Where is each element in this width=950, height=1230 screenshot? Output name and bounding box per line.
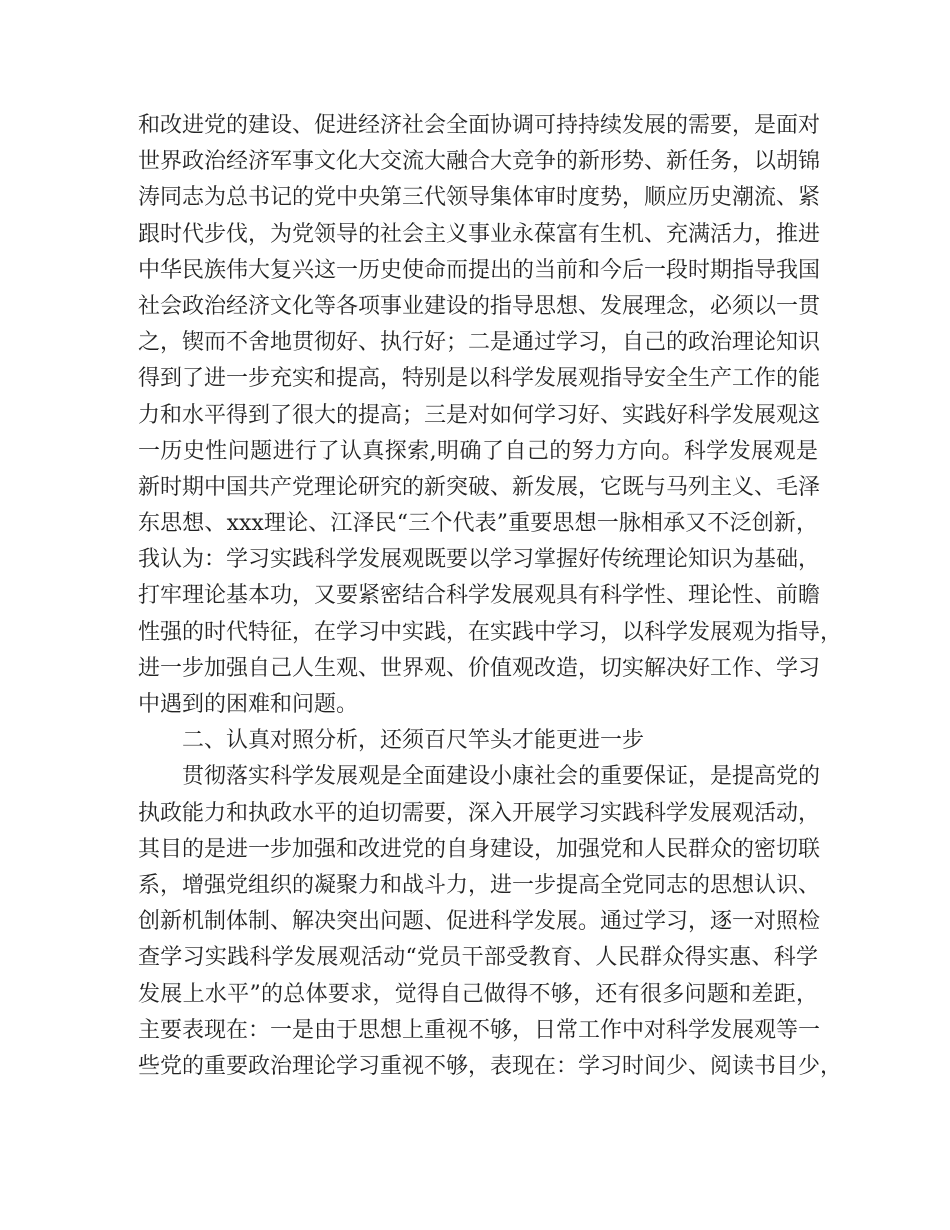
text-line: 进一步加强自己人生观、世界观、价值观改造，切实解决好工作、学习 bbox=[138, 655, 821, 681]
text-line: 力和水平得到了很大的提高；三是对如何学习好、实践好科学发展观这 bbox=[138, 402, 821, 428]
text-line: 之，锲而不舍地贯彻好、执行好；二是通过学习，自己的政治理论知识 bbox=[138, 330, 821, 356]
paragraph-2 bbox=[138, 759, 843, 1085]
section-heading: 二、认真对照分析，还须百尺竿头才能更进一步 bbox=[182, 728, 645, 754]
text-line: 贯彻落实科学发展观是全面建设小康社会的重要保证，是提高党的 bbox=[182, 764, 821, 790]
text-line: 中遇到的困难和问题。 bbox=[138, 692, 359, 717]
section-heading-2 bbox=[138, 723, 818, 759]
text-line: 东思想、xxx理论、江泽民“三个代表”重要思想一脉相承又不泛创新， bbox=[138, 511, 818, 537]
text-line: 执政能力和执政水平的迫切需要，深入开展学习实践科学发展观活动， bbox=[138, 800, 821, 826]
text-line: 新时期中国共产党理论研究的新突破、新发展，它既与马列主义、毛泽 bbox=[138, 474, 821, 500]
text-line: 系，增强党组织的凝聚力和战斗力，进一步提高全党同志的思想认识、 bbox=[138, 872, 821, 898]
text-line: 一历史性问题进行了认真探索,明确了自己的努力方向。科学发展观是 bbox=[138, 438, 818, 464]
text-line: 得到了进一步充实和提高，特别是以科学发展观指导安全生产工作的能 bbox=[138, 366, 821, 392]
paragraph-1 bbox=[138, 108, 843, 723]
text-line: 涛同志为总书记的党中央第三代领导集体审时度势，顺应历史潮流、紧 bbox=[138, 185, 821, 211]
text-line: 主要表现在：一是由于思想上重视不够，日常工作中对科学发展观等一 bbox=[138, 1017, 821, 1043]
document-body bbox=[138, 108, 843, 1085]
text-line: 打牢理论基本功，又要紧密结合科学发展观具有科学性、理论性、前瞻 bbox=[138, 583, 821, 609]
text-line: 创新机制体制、解决突出问题、促进科学发展。通过学习，逐一对照检 bbox=[138, 909, 821, 935]
text-line: 中华民族伟大复兴这一历史使命而提出的当前和今后一段时期指导我国 bbox=[138, 257, 821, 283]
text-line: 发展上水平”的总体要求，觉得自己做得不够，还有很多问题和差距， bbox=[138, 981, 818, 1007]
text-line: 社会政治经济文化等各项事业建设的指导思想、发展理念，必须以一贯 bbox=[138, 293, 821, 319]
text-line: 性强的时代特征，在学习中实践，在实践中学习，以科学发展观为指导， bbox=[138, 619, 843, 645]
text-line: 世界政治经济军事文化大交流大融合大竞争的新形势、新任务，以胡锦 bbox=[138, 149, 821, 175]
text-line: 些党的重要政治理论学习重视不够，表现在：学习时间少、阅读书目少， bbox=[138, 1053, 843, 1079]
text-line: 其目的是进一步加强和改进党的自身建设，加强党和人民群众的密切联 bbox=[138, 836, 821, 862]
text-line: 跟时代步伐，为党领导的社会主义事业永葆富有生机、充满活力，推进 bbox=[138, 221, 821, 247]
text-line: 查学习实践科学发展观活动“党员干部受教育、人民群众得实惠、科学 bbox=[138, 945, 818, 971]
text-line: 和改进党的建设、促进经济社会全面协调可持持续发展的需要，是面对 bbox=[138, 113, 821, 138]
text-line: 我认为：学习实践科学发展观既要以学习掌握好传统理论知识为基础， bbox=[138, 547, 821, 573]
